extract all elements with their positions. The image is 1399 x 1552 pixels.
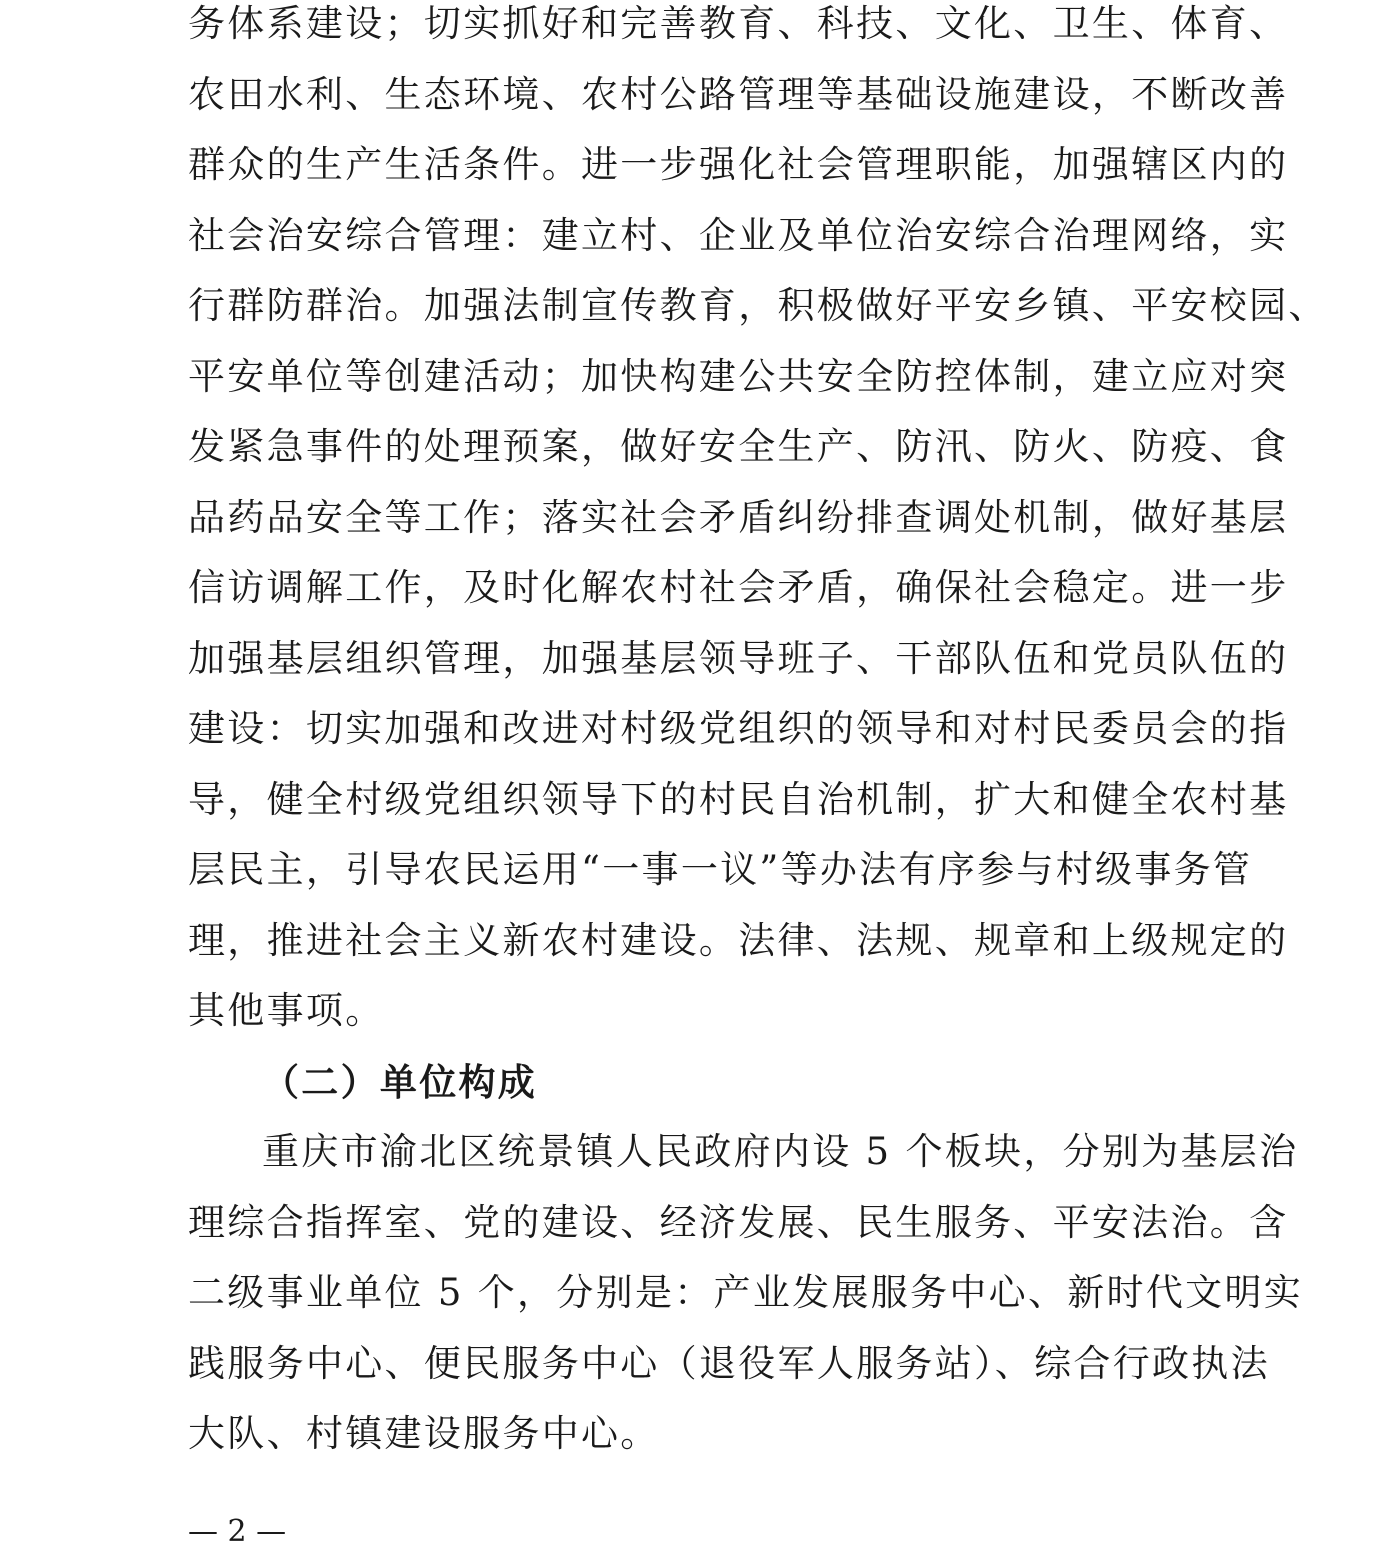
paragraph-line: 其他事项。 xyxy=(188,989,385,1032)
section-heading: （二）单位构成 xyxy=(262,1060,538,1104)
paragraph-line: 理，推进社会主义新农村建设。法律、法规、规章和上级规定的 xyxy=(188,919,1289,962)
paragraph-line: 二级事业单位 5 个，分别是：产业发展服务中心、新时代文明实 xyxy=(188,1271,1304,1314)
paragraph-line: 社会治安综合管理：建立村、企业及单位治安综合治理网络，实 xyxy=(188,214,1289,257)
paragraph-line: 信访调解工作，及时化解农村社会矛盾，确保社会稳定。进一步 xyxy=(188,566,1289,609)
paragraph-line: 平安单位等创建活动；加快构建公共安全防控体制，建立应对突 xyxy=(188,355,1289,398)
paragraph-line: 践服务中心、便民服务中心（退役军人服务站）、综合行政执法 xyxy=(188,1342,1270,1385)
paragraph-line: 群众的生产生活条件。进一步强化社会管理职能，加强辖区内的 xyxy=(188,143,1289,186)
paragraph-line: 层民主，引导农民运用“一事一议”等办法有序参与村级事务管 xyxy=(188,848,1253,891)
paragraph-line: 品药品安全等工作；落实社会矛盾纠纷排查调处机制，做好基层 xyxy=(188,496,1289,539)
paragraph-line: 务体系建设；切实抓好和完善教育、科技、文化、卫生、体育、 xyxy=(188,2,1289,45)
paragraph-line: 农田水利、生态环境、农村公路管理等基础设施建设，不断改善 xyxy=(188,73,1289,116)
page-number: — 2 — xyxy=(188,1514,287,1549)
paragraph-line: 导，健全村级党组织领导下的村民自治机制，扩大和健全农村基 xyxy=(188,778,1289,821)
paragraph-line: 理综合指挥室、党的建设、经济发展、民生服务、平安法治。含 xyxy=(188,1201,1289,1244)
paragraph-line: 加强基层组织管理，加强基层领导班子、干部队伍和党员队伍的 xyxy=(188,637,1289,680)
paragraph-line: 重庆市渝北区统景镇人民政府内设 5 个板块，分别为基层治 xyxy=(262,1130,1299,1173)
paragraph-line: 建设：切实加强和改进对村级党组织的领导和对村民委员会的指 xyxy=(188,707,1289,750)
paragraph-line: 发紧急事件的处理预案，做好安全生产、防汛、防火、防疫、食 xyxy=(188,425,1289,468)
paragraph-line: 大队、村镇建设服务中心。 xyxy=(188,1412,660,1455)
paragraph-line: 行群防群治。加强法制宣传教育，积极做好平安乡镇、平安校园、 xyxy=(188,284,1328,327)
